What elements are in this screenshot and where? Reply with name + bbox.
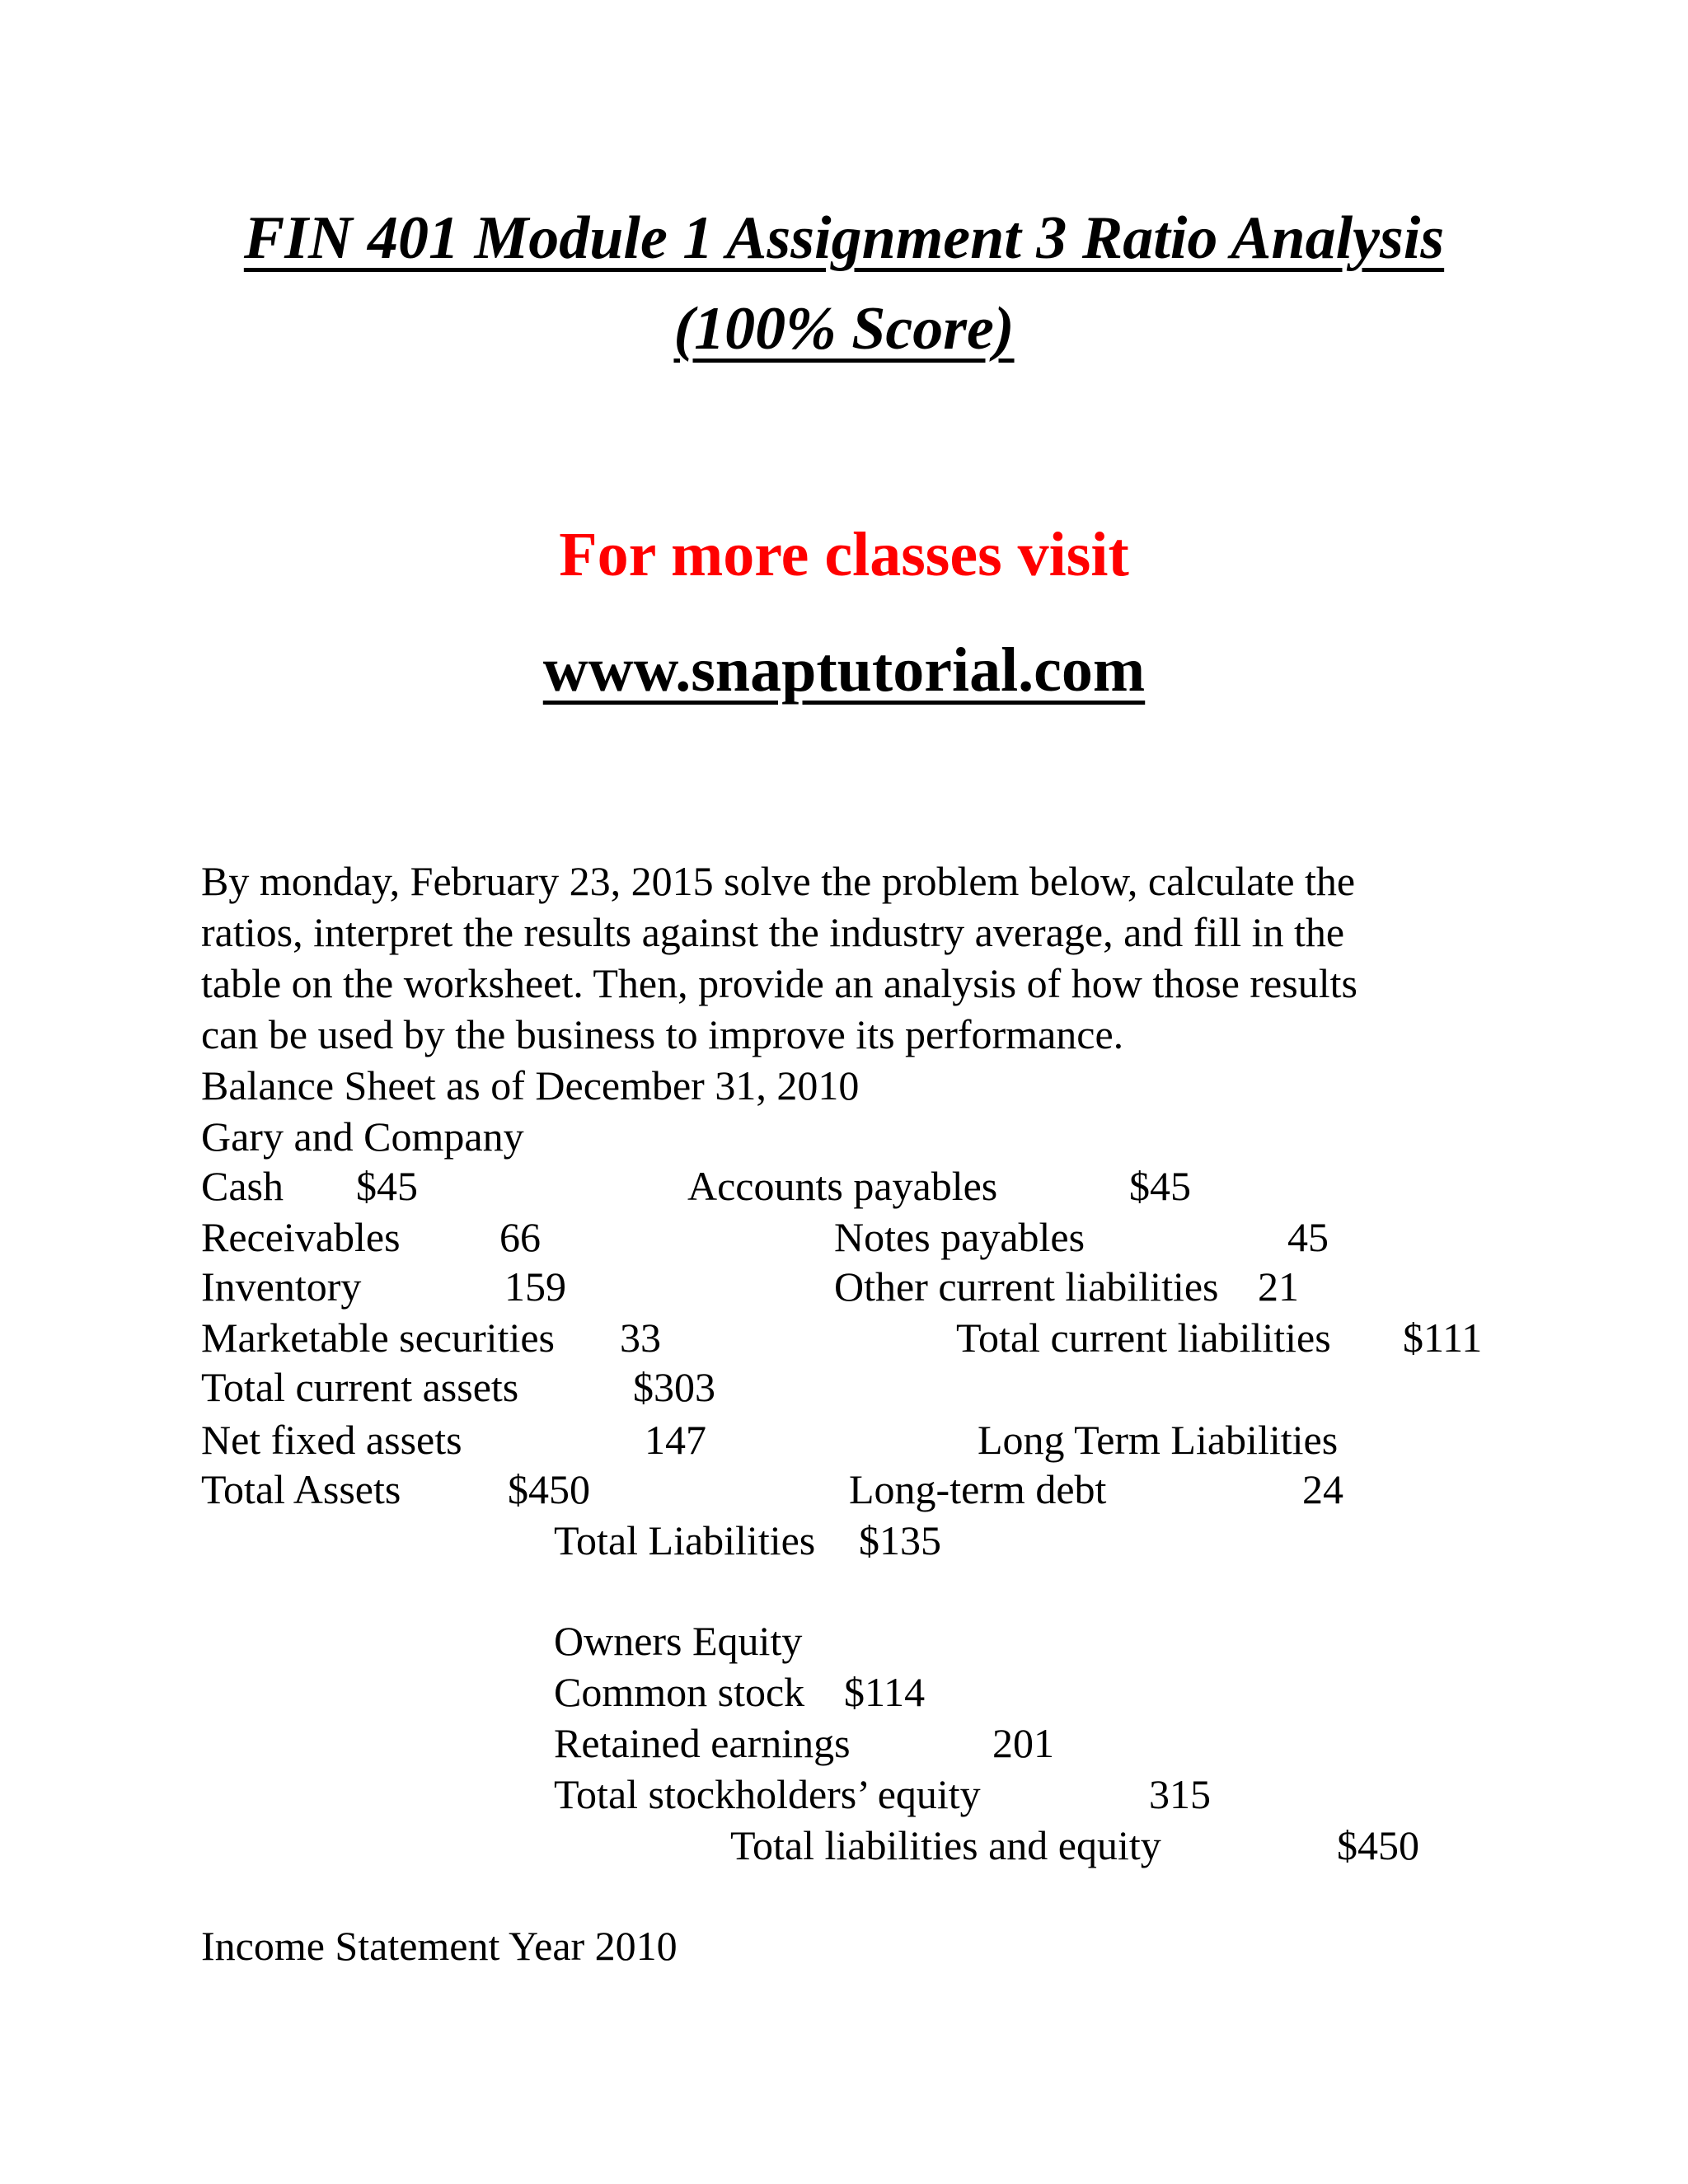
asset-value-cash: $45 — [356, 1163, 418, 1209]
liability-heading-long-term: Long Term Liabilities — [978, 1417, 1339, 1463]
asset-label-marketable-securities: Marketable securities — [201, 1315, 555, 1361]
total-liabilities-value: $135 — [859, 1517, 941, 1563]
common-stock-label: Common stock — [554, 1669, 805, 1715]
liability-label-other-current: Other current liabilities — [834, 1263, 1219, 1310]
total-equity-value: 315 — [1149, 1771, 1211, 1817]
website-link[interactable]: www.snaptutorial.com — [542, 635, 1146, 705]
income-statement-heading: Income Statement Year 2010 — [201, 1923, 678, 1969]
asset-value-inventory: 159 — [504, 1263, 566, 1310]
total-equity-label: Total stockholders’ equity — [554, 1771, 981, 1817]
asset-label-total-current: Total current assets — [201, 1364, 519, 1410]
liability-label-accounts-payables: Accounts payables — [687, 1163, 998, 1209]
liability-label-total-current: Total current liabilities — [956, 1315, 1331, 1361]
asset-value-total-current: $303 — [633, 1364, 715, 1410]
liability-value-other-current: 21 — [1258, 1263, 1299, 1310]
liability-label-long-term-debt: Long-term debt — [849, 1466, 1107, 1512]
asset-label-receivables: Receivables — [201, 1214, 401, 1260]
intro-line-1: By monday, February 23, 2015 solve the problem below, calculate the — [201, 858, 1356, 904]
liability-label-notes-payables: Notes payables — [834, 1214, 1085, 1260]
asset-value-marketable-securities: 33 — [620, 1315, 661, 1361]
retained-earnings-value: 201 — [992, 1720, 1054, 1766]
total-liab-equity-value: $450 — [1337, 1822, 1419, 1868]
asset-label-total-assets: Total Assets — [201, 1466, 401, 1512]
promo-text: For more classes visit — [559, 520, 1129, 589]
asset-label-inventory: Inventory — [201, 1263, 362, 1310]
liability-value-notes-payables: 45 — [1287, 1214, 1329, 1260]
owners-equity-heading: Owners Equity — [554, 1618, 803, 1664]
intro-line-3: table on the worksheet. Then, provide an analysis of how those results — [201, 960, 1357, 1006]
retained-earnings-label: Retained earnings — [554, 1720, 851, 1766]
company-name: Gary and Company — [201, 1113, 524, 1160]
asset-value-receivables: 66 — [499, 1214, 541, 1260]
document-title-line1: FIN 401 Module 1 Assignment 3 Ratio Analysis — [243, 204, 1445, 272]
document-title-line2: (100% Score) — [673, 295, 1015, 363]
total-liab-equity-label: Total liabilities and equity — [730, 1822, 1161, 1868]
asset-value-net-fixed: 147 — [645, 1417, 706, 1463]
total-liabilities-label: Total Liabilities — [554, 1517, 816, 1563]
balance-sheet-heading: Balance Sheet as of December 31, 2010 — [201, 1062, 860, 1108]
liability-value-accounts-payables: $45 — [1129, 1163, 1191, 1209]
liability-value-total-current: $111 — [1403, 1315, 1483, 1361]
common-stock-value: $114 — [844, 1669, 926, 1715]
liability-value-long-term-debt: 24 — [1302, 1466, 1343, 1512]
intro-line-2: ratios, interpret the results against the industry average, and fill in the — [201, 909, 1345, 955]
asset-label-cash: Cash — [201, 1163, 284, 1209]
asset-value-total-assets: $450 — [508, 1466, 590, 1512]
intro-line-4: can be used by the business to improve its performance. — [201, 1011, 1124, 1057]
asset-label-net-fixed: Net fixed assets — [201, 1417, 462, 1463]
